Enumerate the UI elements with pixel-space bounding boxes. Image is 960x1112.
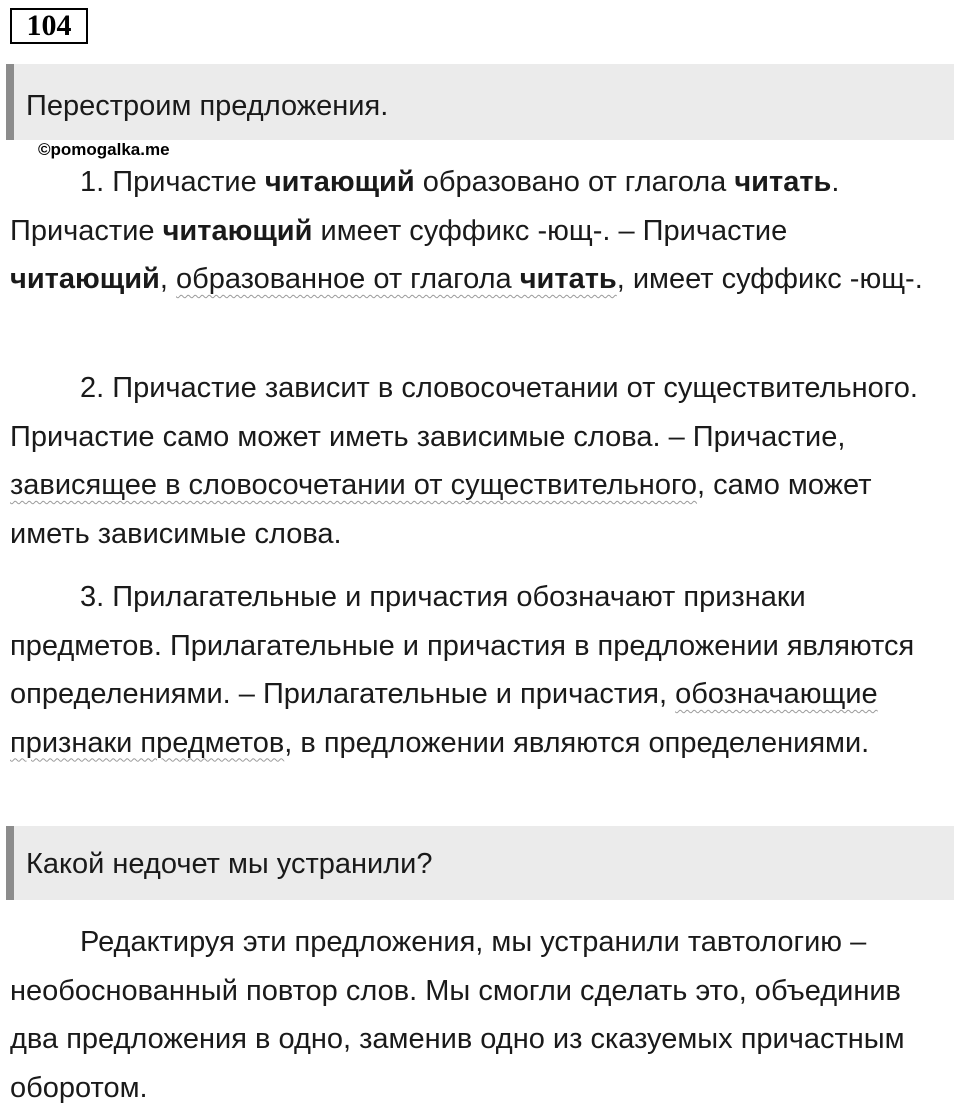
paragraph-2 xyxy=(10,364,950,558)
text-segment: , в предложении являются определениями. xyxy=(284,726,870,759)
text-segment: , само может иметь зависимые слова. xyxy=(10,469,872,550)
bold-term: читающий xyxy=(162,214,313,247)
paragraph-answer xyxy=(10,918,950,1112)
bold-term: читающий xyxy=(10,263,160,295)
text-segment: , имеет суффикс -ющ-. xyxy=(616,263,923,295)
participial-phrase: обозначающие признаки предметов xyxy=(10,678,878,759)
bold-term: читать xyxy=(519,263,617,295)
participial-phrase: зависящее в словосочетании от существительного xyxy=(10,469,698,501)
text-segment: . Причастие xyxy=(10,166,840,247)
task-number-box: 104 xyxy=(10,8,88,44)
section-header-rebuild: Перестроим предложения. xyxy=(6,64,954,140)
paragraph-3 xyxy=(10,573,950,767)
watermark: ©pomogalka.me xyxy=(38,140,170,159)
text-segment: имеет суффикс -ющ-. – Причастие xyxy=(312,214,788,247)
text-segment: 2. Причастие зависит в словосочетании от существительного. Причастие само может иметь зависимые слова. – Причастие, xyxy=(10,372,918,453)
participial-phrase: образованное от глагола xyxy=(176,263,520,295)
bold-term: читать xyxy=(734,166,832,198)
text-segment: Редактируя эти предложения, мы устранили тавтологию – необоснованный повтор слов. Мы смогли сделать это, объединив два предложения в одно, заменив одно из сказуемых причастным оборотом. xyxy=(10,926,905,1104)
text-segment: 3. Прилагательные и причастия обозначают признаки предметов. Прилагательные и причастия в предложении являются определениями. – Прилагательные и причастия, xyxy=(10,581,915,710)
bold-term: читающий xyxy=(264,166,415,198)
text-segment: 1. Причастие xyxy=(80,166,265,198)
text-segment: , xyxy=(159,263,177,295)
paragraph-1 xyxy=(10,158,950,304)
section-header-question: Какой недочет мы устранили? xyxy=(6,826,954,900)
text-segment: образовано от глагола xyxy=(414,166,735,198)
